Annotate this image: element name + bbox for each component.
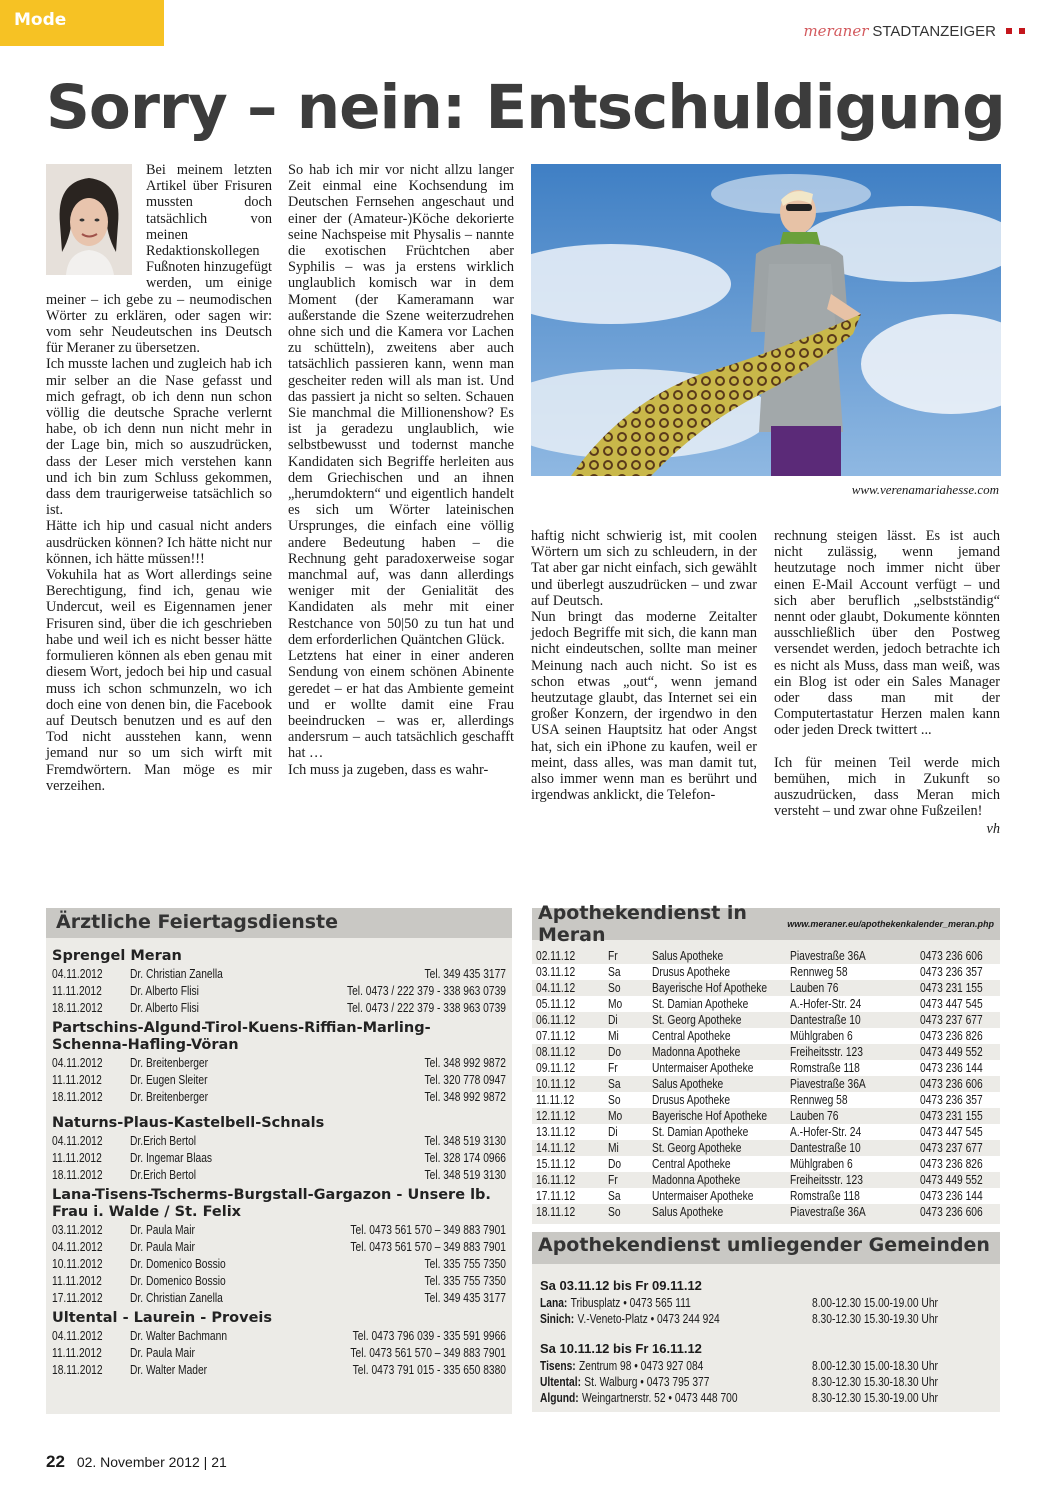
duty-doctor: Dr. Walter Mader xyxy=(130,1362,208,1377)
duty-group xyxy=(52,1020,506,1105)
duty-date: 04.11.2012 xyxy=(52,1133,103,1148)
pharmacy-weekday: Do xyxy=(608,1157,622,1171)
duty-row xyxy=(540,1311,992,1327)
duty-row xyxy=(52,1344,506,1361)
duty-row xyxy=(52,1255,506,1272)
pharmacy-meran-box xyxy=(532,902,1000,1224)
pharmacy-phone: 0473 236 357 xyxy=(920,1093,983,1107)
pharmacy-meran-header xyxy=(532,902,1000,946)
pharmacy-date: 03.11.12 xyxy=(536,965,576,979)
pharmacy-date: 02.11.12 xyxy=(536,949,576,963)
duty-group-name: Lana-Tisens-Tscherms-Burgstall-Gargazon - Unsere lb. Frau i. Walde / St. Felix xyxy=(52,1187,491,1220)
duty-group-name: Naturns-Plaus-Kastelbell-Schnals xyxy=(52,1115,325,1131)
author-signature: vh xyxy=(986,821,1000,838)
article-paragraph: Ich musste lachen und zugleich hab ich mir selber an die Nase gefasst und mich gefragt, ob ich denn nun schon völlig die deutsche Sprache verlernt habe, ob ich denn nun nicht mehr in der Lage bin, mich so auszudrücken, dass der Leser mich verstehen kann und ich bin zum Schluss gekommen, dass dem traurigerweise tatsächlich so ist. xyxy=(46,356,272,519)
pharmacy-row xyxy=(532,1092,1000,1108)
duty-doctor: Dr. Paula Mair xyxy=(130,1239,195,1254)
pharmacy-weekday: Fr xyxy=(608,1061,618,1075)
duty-row xyxy=(52,1327,506,1344)
duty-doctor: Dr.Erich Bertol xyxy=(130,1167,197,1182)
pharmacy-name: Untermaiser Apotheke xyxy=(652,1189,754,1203)
pharmacy-phone: 0473 237 677 xyxy=(920,1013,983,1027)
pharmacy-weekday: Mi xyxy=(608,1141,619,1155)
masthead-square xyxy=(1019,28,1025,34)
pharmacy-address: Piavestraße 36A xyxy=(790,1205,866,1219)
duty-row xyxy=(540,1358,992,1374)
duty-block xyxy=(540,1278,992,1327)
pharmacy-date: 11.11.12 xyxy=(536,1093,575,1107)
duty-place: Ultental: xyxy=(540,1375,581,1389)
duty-phone: Tel. 0473 796 039 - 335 591 9966 xyxy=(352,1328,506,1343)
pharmacy-weekday: Fr xyxy=(608,949,618,963)
pharmacy-weekday: Sa xyxy=(608,965,621,979)
pharmacy-row xyxy=(532,1204,1000,1220)
duty-phone: Tel. 0473 791 015 - 335 650 8380 xyxy=(352,1362,506,1377)
duty-row xyxy=(52,982,506,999)
duty-row xyxy=(540,1374,992,1390)
pharmacy-name: Untermaiser Apotheke xyxy=(652,1061,754,1075)
duty-date: 04.11.2012 xyxy=(52,966,103,981)
duty-address: St. Walburg • 0473 795 377 xyxy=(584,1375,710,1389)
pharmacy-phone: 0473 231 155 xyxy=(920,1109,983,1123)
pharmacy-name: St. Georg Apotheke xyxy=(652,1141,742,1155)
pharmacy-date: 15.11.12 xyxy=(536,1157,576,1171)
duty-address: Tribusplatz • 0473 565 111 xyxy=(570,1296,691,1310)
duty-row xyxy=(52,1289,506,1306)
pharmacy-phone: 0473 449 552 xyxy=(920,1173,983,1187)
pharmacy-weekday: Mi xyxy=(608,1029,619,1043)
pharmacy-row xyxy=(532,1012,1000,1028)
duty-phone: Tel. 349 435 3177 xyxy=(424,1290,506,1305)
pharmacy-address: Freiheitsstr. 123 xyxy=(790,1045,863,1059)
duty-doctor: Dr. Christian Zanella xyxy=(130,1290,223,1305)
duty-row xyxy=(52,999,506,1016)
duty-place: Sinich: xyxy=(540,1312,575,1326)
duty-doctor: Dr. Paula Mair xyxy=(130,1345,195,1360)
duty-phone: Tel. 349 435 3177 xyxy=(424,966,506,981)
duty-date: 17.11.2012 xyxy=(52,1290,103,1305)
pharmacy-row xyxy=(532,1076,1000,1092)
fashion-photo xyxy=(531,164,1001,476)
pharmacy-phone: 0473 237 677 xyxy=(920,1141,983,1155)
duty-date: 11.11.2012 xyxy=(52,1150,102,1165)
pharmacy-weekday: Mo xyxy=(608,1109,623,1123)
pharmacy-date: 07.11.12 xyxy=(536,1029,576,1043)
pharmacy-row xyxy=(532,1060,1000,1076)
doctor-duty-title: Ärztliche Feiertagsdienste xyxy=(56,911,339,933)
duty-hours: 8.00-12.30 15.00-19.00 Uhr xyxy=(812,1296,938,1310)
masthead-square xyxy=(1006,28,1012,34)
pharmacy-name: Salus Apotheke xyxy=(652,1077,724,1091)
headline: Sorry – nein: Entschuldigung xyxy=(46,72,1005,143)
duty-doctor: Dr.Erich Bertol xyxy=(130,1133,197,1148)
pharmacy-date: 14.11.12 xyxy=(536,1141,576,1155)
pharmacy-date: 16.11.12 xyxy=(536,1173,576,1187)
pharmacy-name: Drusus Apotheke xyxy=(652,965,731,979)
duty-row xyxy=(52,1088,506,1105)
duty-phone: Tel. 0473 561 570 – 349 883 7901 xyxy=(350,1345,506,1360)
duty-location xyxy=(540,1359,763,1373)
duty-place: Algund: xyxy=(540,1391,579,1405)
duty-doctor: Dr. Alberto Flisi xyxy=(130,983,199,998)
duty-location xyxy=(540,1391,763,1405)
pharmacy-weekday: So xyxy=(608,981,621,995)
duty-date: 18.11.2012 xyxy=(52,1089,103,1104)
duty-doctor: Dr. Walter Bachmann xyxy=(130,1328,228,1343)
pharmacy-row xyxy=(532,1140,1000,1156)
pharmacy-region-title: Apothekendienst umliegender Gemeinden xyxy=(538,1234,990,1256)
pharmacy-name: St. Damian Apotheke xyxy=(652,1125,749,1139)
pharmacy-date: 09.11.12 xyxy=(536,1061,576,1075)
article-paragraph: Hätte ich hip und casual nicht anders ausdrücken können? Ich hätte nicht nur können, ich hätte müssen!!! xyxy=(46,518,272,567)
pharmacy-row xyxy=(532,980,1000,996)
pharmacy-date: 05.11.12 xyxy=(536,997,576,1011)
pharmacy-weekday: So xyxy=(608,1093,621,1107)
article-paragraph: Ich muss ja zugeben, dass es wahr- xyxy=(288,761,489,778)
duty-row xyxy=(540,1295,992,1311)
pharmacy-address: Lauben 76 xyxy=(790,981,839,995)
duty-address: Zentrum 98 • 0473 927 084 xyxy=(578,1359,704,1373)
duty-doctor: Dr. Domenico Bossio xyxy=(130,1256,226,1271)
duty-group xyxy=(52,1115,506,1183)
article-col-3 xyxy=(531,528,757,803)
duty-date: 11.11.2012 xyxy=(52,983,102,998)
duty-hours: 8.30-12.30 15.30-19.00 Uhr xyxy=(812,1391,938,1405)
pharmacy-phone: 0473 447 545 xyxy=(920,1125,983,1139)
issue-date: 02. November 2012 | 21 xyxy=(76,1454,227,1470)
duty-date: 03.11.2012 xyxy=(52,1222,103,1237)
pharmacy-date: 08.11.12 xyxy=(536,1045,576,1059)
pharmacy-name: Salus Apotheke xyxy=(652,949,724,963)
pharmacy-address: Romstraße 118 xyxy=(790,1189,860,1203)
pharmacy-phone: 0473 236 144 xyxy=(920,1189,983,1203)
duty-date: 04.11.2012 xyxy=(52,1055,103,1070)
duty-row xyxy=(540,1390,992,1406)
pharmacy-name: Madonna Apotheke xyxy=(652,1173,741,1187)
duty-date: 18.11.2012 xyxy=(52,1167,103,1182)
duty-phone: Tel. 335 755 7350 xyxy=(424,1256,506,1271)
photo-float-spacer xyxy=(46,162,146,290)
doctor-duty-header xyxy=(46,908,512,938)
pharmacy-name: Central Apotheke xyxy=(652,1157,731,1171)
masthead-brand-script: meraner xyxy=(803,22,869,40)
duty-doctor: Dr. Paula Mair xyxy=(130,1222,195,1237)
pharmacy-name: Drusus Apotheke xyxy=(652,1093,731,1107)
duty-group-name: Partschins-Algund-Tirol-Kuens-Riffian-Marling-Schenna-Hafling-Vöran xyxy=(52,1020,431,1053)
pharmacy-row xyxy=(532,1028,1000,1044)
pharmacy-row xyxy=(532,948,1000,964)
pharmacy-phone: 0473 449 552 xyxy=(920,1045,983,1059)
duty-group xyxy=(52,1187,506,1306)
duty-hours: 8.30-12.30 15.30-19.30 Uhr xyxy=(812,1312,938,1326)
pharmacy-address: Lauben 76 xyxy=(790,1109,839,1123)
duty-address: Weingartnerstr. 52 • 0473 448 700 xyxy=(581,1391,738,1405)
article-paragraph: Letztens hat einer in einer anderen Sendung von einem schönen Abinente geredet – er hat das Ambiente gemeint und er wollte damit eine Frau beeindrucken – was er, allerdings andersrum – auch tatsächlich geschafft hat … xyxy=(288,648,514,762)
article-paragraph: Vokuhila hat as Wort allerdings seine Berechtigung, find ich, genau wie Undercut, weil es Eigennamen jener Frisuren sind, über die ich geschrieben habe und weil ich es nicht besser hätte formulieren können als eben genau mit diesem Wort, jedoch bei hip und casual muss ich schon schmunzeln, wo ich doch eine von denen bin, die Facebook auf Deutsch benutzen und es auf den Tod nicht ausstehen kann, wenn jemand nur so um sich wirft mit Fremdwörtern. Man möge es mir verzeihen. xyxy=(46,567,272,794)
duty-row xyxy=(52,1149,506,1166)
duty-group-name: Ultental - Laurein - Proveis xyxy=(52,1310,272,1326)
duty-period: Sa 10.11.12 bis Fr 16.11.12 xyxy=(540,1341,702,1356)
duty-doctor: Dr. Alberto Flisi xyxy=(130,1000,199,1015)
duty-row xyxy=(52,1054,506,1071)
duty-row xyxy=(52,1272,506,1289)
article-paragraph: Bei meinem letzten Artikel über Frisuren mussten doch tatsächlich von meinen Redaktionskollegen Fußnoten hinzugefügt werden, um einige meiner – ich gebe zu – neumodischen Wörter zu erklären, oder sagen wir: vom sehr Neudeutschen ins Deutsch für Meraner zu übersetzen. xyxy=(46,162,272,357)
pharmacy-phone: 0473 236 357 xyxy=(920,965,983,979)
pharmacy-phone: 0473 236 606 xyxy=(920,949,983,963)
pharmacy-address: Freiheitsstr. 123 xyxy=(790,1173,863,1187)
pharmacy-date: 17.11.12 xyxy=(536,1189,576,1203)
pharmacy-date: 13.11.12 xyxy=(536,1125,576,1139)
pharmacy-row xyxy=(532,1172,1000,1188)
duty-phone: Tel. 328 174 0966 xyxy=(424,1150,506,1165)
duty-block xyxy=(540,1341,992,1406)
duty-doctor: Dr. Eugen Sleiter xyxy=(130,1072,208,1087)
pharmacy-address: A.-Hofer-Str. 24 xyxy=(790,997,862,1011)
article-col-4 xyxy=(774,528,1000,838)
duty-place: Tisens: xyxy=(540,1359,576,1373)
duty-hours: 8.30-12.30 15.30-18.30 Uhr xyxy=(812,1375,938,1389)
pharmacy-weekday: Do xyxy=(608,1045,622,1059)
pharmacy-name: Central Apotheke xyxy=(652,1029,731,1043)
duty-row xyxy=(52,965,506,982)
pharmacy-phone: 0473 236 144 xyxy=(920,1061,983,1075)
pharmacy-phone: 0473 236 606 xyxy=(920,1077,983,1091)
pharmacy-address: Mühlgraben 6 xyxy=(790,1029,853,1043)
duty-phone: Tel. 348 992 9872 xyxy=(424,1055,506,1070)
duty-phone: Tel. 0473 561 570 – 349 883 7901 xyxy=(350,1222,506,1237)
pharmacy-address: Piavestraße 36A xyxy=(790,1077,866,1091)
duty-group xyxy=(52,948,506,1016)
duty-location xyxy=(540,1375,763,1389)
duty-row xyxy=(52,1361,506,1378)
pharmacy-calendar-url[interactable]: www.meraner.eu/apothekenkalender_meran.php xyxy=(787,919,994,929)
pharmacy-address: Rennweg 58 xyxy=(790,965,848,979)
pharmacy-weekday: Mo xyxy=(608,997,623,1011)
duty-place: Lana: xyxy=(540,1296,568,1310)
duty-row xyxy=(52,1221,506,1238)
duty-location xyxy=(540,1312,763,1326)
duty-group xyxy=(52,1310,506,1378)
duty-doctor: Dr. Domenico Bossio xyxy=(130,1273,226,1288)
duty-phone: Tel. 0473 / 222 379 - 338 963 0739 xyxy=(346,1000,506,1015)
pharmacy-row xyxy=(532,1108,1000,1124)
article-paragraph: Ich für meinen Teil werde mich bemühen, mich in Zukunft so auszudrücken, dass Meran mich versteht – und zwar ohne Fußzeilen! xyxy=(774,754,1000,820)
duty-date: 11.11.2012 xyxy=(52,1273,102,1288)
pharmacy-phone: 0473 236 826 xyxy=(920,1029,983,1043)
pharmacy-date: 06.11.12 xyxy=(536,1013,576,1027)
pharmacy-name: St. Damian Apotheke xyxy=(652,997,749,1011)
duty-hours: 8.00-12.30 15.00-18.30 Uhr xyxy=(812,1359,938,1373)
duty-row xyxy=(52,1238,506,1255)
duty-date: 04.11.2012 xyxy=(52,1239,103,1254)
pharmacy-name: Salus Apotheke xyxy=(652,1205,724,1219)
pharmacy-weekday: Sa xyxy=(608,1189,621,1203)
duty-date: 11.11.2012 xyxy=(52,1345,102,1360)
pharmacy-address: Mühlgraben 6 xyxy=(790,1157,853,1171)
pharmacy-name: Madonna Apotheke xyxy=(652,1045,741,1059)
pharmacy-name: Bayerische Hof Apotheke xyxy=(652,981,768,995)
pharmacy-row xyxy=(532,996,1000,1012)
duty-date: 18.11.2012 xyxy=(52,1000,103,1015)
duty-doctor: Dr. Christian Zanella xyxy=(130,966,223,981)
pharmacy-weekday: Sa xyxy=(608,1077,621,1091)
duty-date: 10.11.2012 xyxy=(52,1256,103,1271)
pharmacy-weekday: So xyxy=(608,1205,621,1219)
duty-phone: Tel. 348 519 3130 xyxy=(424,1133,506,1148)
duty-phone: Tel. 0473 / 222 379 - 338 963 0739 xyxy=(346,983,506,998)
duty-location xyxy=(540,1296,763,1310)
pharmacy-date: 10.11.12 xyxy=(536,1077,576,1091)
duty-date: 11.11.2012 xyxy=(52,1072,102,1087)
duty-doctor: Dr. Breitenberger xyxy=(130,1089,209,1104)
page-footer xyxy=(46,1452,227,1472)
pharmacy-meran-title: Apothekendienst in Meran xyxy=(538,902,747,946)
pharmacy-region-box xyxy=(532,1232,1000,1412)
duty-doctor: Dr. Breitenberger xyxy=(130,1055,209,1070)
duty-row xyxy=(52,1166,506,1183)
pharmacy-address: Piavestraße 36A xyxy=(790,949,866,963)
pharmacy-phone: 0473 447 545 xyxy=(920,997,983,1011)
pharmacy-phone: 0473 236 826 xyxy=(920,1157,983,1171)
pharmacy-date: 12.11.12 xyxy=(536,1109,576,1123)
duty-doctor: Dr. Ingemar Blaas xyxy=(130,1150,213,1165)
duty-row xyxy=(52,1132,506,1149)
duty-date: 18.11.2012 xyxy=(52,1362,103,1377)
duty-phone: Tel. 320 778 0947 xyxy=(424,1072,506,1087)
photo-credit: www.verenamariahesse.com xyxy=(851,482,999,497)
doctor-duty-list xyxy=(46,938,512,1378)
pharmacy-address: A.-Hofer-Str. 24 xyxy=(790,1125,862,1139)
pharmacy-address: Dantestraße 10 xyxy=(790,1141,861,1155)
article-paragraph: rechnung steigen lässt. Es ist auch nicht zulässig, wenn jemand heutzutage noch immer nicht über einen E-Mail Account verfügt – und sich aber beruflich „selbstständig“ nennt oder glaubt, Dokumente könnten ausschließlich über den Postweg versendet werden, jedoch betrachte ich es nicht als Muss, dass man weiß, was ein Blog ist oder ein Sales Manager oder dass man mit der Computertastatur Herzen malen kann oder jeden Dreck twittert ... xyxy=(774,528,1000,739)
pharmacy-date: 04.11.12 xyxy=(536,981,576,995)
pharmacy-weekday: Fr xyxy=(608,1173,618,1187)
pharmacy-row xyxy=(532,1044,1000,1060)
pharmacy-row xyxy=(532,1188,1000,1204)
duty-phone: Tel. 0473 561 570 – 349 883 7901 xyxy=(350,1239,506,1254)
pharmacy-phone: 0473 231 155 xyxy=(920,981,983,995)
section-tab-label: Mode xyxy=(14,10,67,30)
article-paragraph: So hab ich mir vor nicht allzu langer Zeit einmal eine Kochsendung im Deutschen Fernsehen angeschaut und einer der (Amateur-)Köche dekorierte seine Nachspeise mit Physalis – nannte die exotischen Früchtchen aber Syphilis – was ja erstens wirklich unglaublich komisch war in dem Moment (der Kameramann war außerstande die Szene weiterzudrehen ohne sich und die Kamera vor Lachen zu schütteln), zweitens aber auch tatsächlich passieren kann, wenn man gescheiter reden will als man ist. Und das passiert ja nicht so selten. Schauen Sie manchmal die Millionenshow? Es ist ja geradezu unglaublich, wie selbstbewusst und todernst manche Kandidaten sich Begriffe herleiten aus dem Griechischen und an ihnen „herumdoktern“ und eigentlich handelt es sich um Wörter lateinischen Ursprunges, die einfach eine völlig andere Bedeutung haben – die Rechnung geht paradoxerweise sogar manchmal auf, was dann allerdings weniger mit der Genialität des Kandidaten als mehr mit einer Restchance von 50|50 zu tun hat und dem erforderlichen Quäntchen Glück. xyxy=(288,162,514,648)
pharmacy-address: Dantestraße 10 xyxy=(790,1013,861,1027)
pharmacy-address: Rennweg 58 xyxy=(790,1093,848,1107)
pharmacy-address: Romstraße 118 xyxy=(790,1061,860,1075)
pharmacy-name: St. Georg Apotheke xyxy=(652,1013,742,1027)
pharmacy-region-list xyxy=(532,1264,1000,1406)
duty-phone: Tel. 335 755 7350 xyxy=(424,1273,506,1288)
pharmacy-row xyxy=(532,1124,1000,1140)
pharmacy-region-header xyxy=(532,1232,1000,1264)
duty-date: 04.11.2012 xyxy=(52,1328,103,1343)
article-col-2 xyxy=(288,162,514,778)
masthead xyxy=(803,22,1025,40)
page-number: 22 xyxy=(46,1452,65,1471)
pharmacy-date: 18.11.12 xyxy=(536,1205,576,1219)
duty-period: Sa 03.11.12 bis Fr 09.11.12 xyxy=(540,1278,702,1293)
pharmacy-row xyxy=(532,964,1000,980)
article-col-1 xyxy=(46,162,272,794)
pharmacy-name: Bayerische Hof Apotheke xyxy=(652,1109,768,1123)
duty-row xyxy=(52,1071,506,1088)
duty-address: V.-Veneto-Platz • 0473 244 924 xyxy=(577,1312,720,1326)
pharmacy-weekday: Di xyxy=(608,1125,618,1139)
pharmacy-weekday: Di xyxy=(608,1013,618,1027)
pharmacy-row xyxy=(532,1156,1000,1172)
duty-phone: Tel. 348 992 9872 xyxy=(424,1089,506,1104)
masthead-brand: STADTANZEIGER xyxy=(872,22,996,40)
article-paragraph: haftig nicht schwierig ist, mit coolen Wörtern um sich zu schleudern, in der Tat aber gar nicht einfach, sich gewählt und überlegt auszudrücken – und zwar auf Deutsch. xyxy=(531,528,757,609)
section-tab xyxy=(0,0,164,46)
pharmacy-phone: 0473 236 606 xyxy=(920,1205,983,1219)
pharmacy-meran-table xyxy=(532,940,1000,1220)
duty-phone: Tel. 348 519 3130 xyxy=(424,1167,506,1182)
duty-group-name: Sprengel Meran xyxy=(52,948,182,964)
article-paragraph: Nun bringt das moderne Zeitalter jedoch Begriffe mit sich, die kann man nicht eindeutschen, sollte man meiner Meinung nach auch nicht. So ist es schon etwas „out“, wenn jemand heutzutage glaubt, das Internet sei ein großer Konzern, der irgendwo in den USA seinen Hauptsitz hat oder Angst hat, sich ein iPhone zu kaufen, weil er meint, dass alles, was man damit tut, also immer wenn man es berührt und irgendwas anklickt, die Telefon- xyxy=(531,609,757,804)
doctor-duty-box xyxy=(46,908,512,1414)
